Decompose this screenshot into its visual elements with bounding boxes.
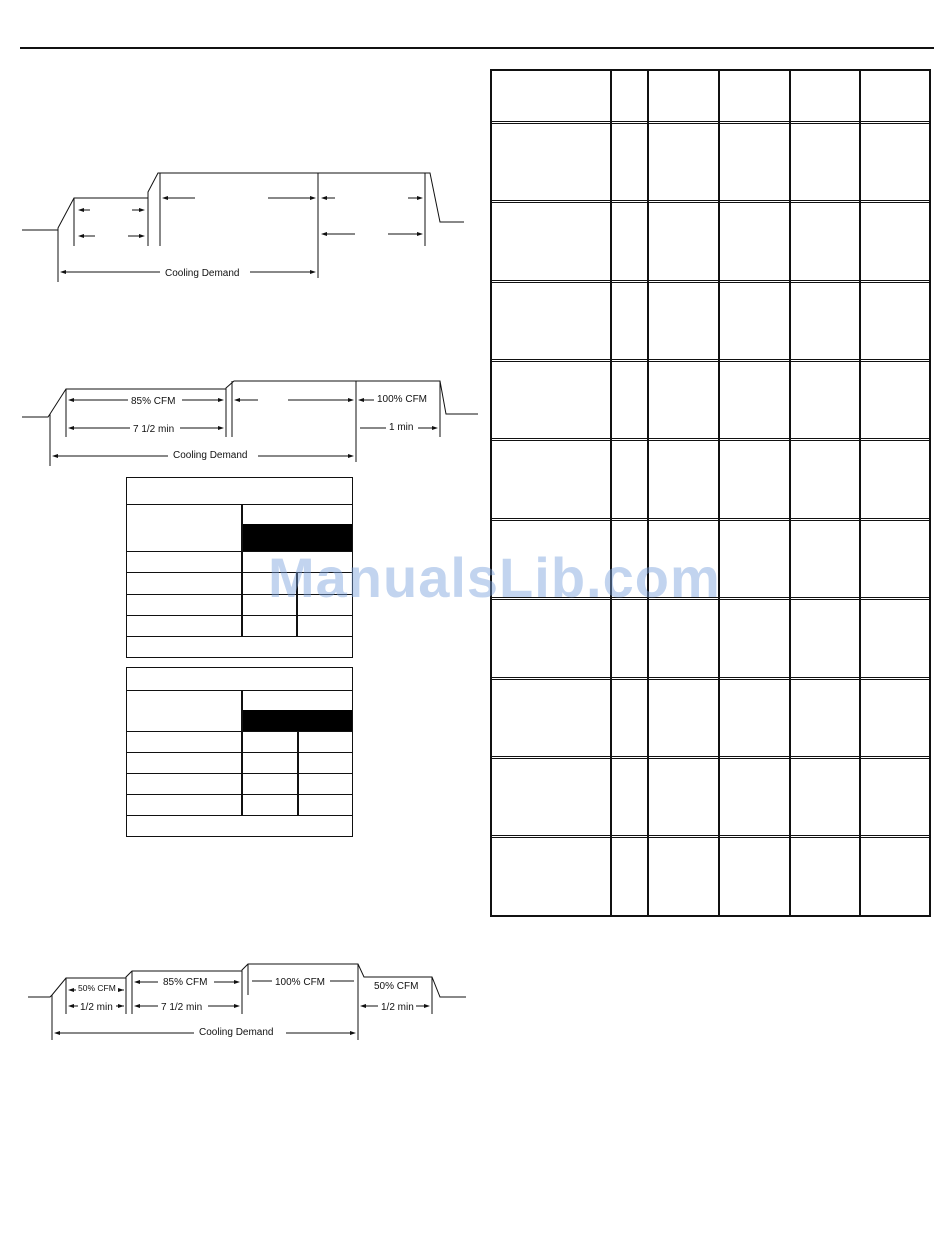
diagram2-cfm85-label: 85% CFM xyxy=(131,396,176,407)
diagram3-cfm100-label: 100% CFM xyxy=(275,977,326,988)
diagram3-time2-label: 7 1/2 min xyxy=(161,1002,203,1013)
diagram3-cfm50-label: 50% CFM xyxy=(78,983,116,993)
diagram2-cooling-label: Cooling Demand xyxy=(173,450,248,461)
data-grid-table xyxy=(490,69,931,917)
diagram3-time3-label: 1/2 min xyxy=(381,1002,414,1013)
watermark-text: ManualsLib.com xyxy=(268,546,721,609)
diagram3-time1-label: 1/2 min xyxy=(80,1002,113,1013)
diagram2-time1-label: 7 1/2 min xyxy=(133,424,175,435)
diagram2-cfm100-label: 100% CFM xyxy=(377,394,428,405)
diagram3-cooling-label: Cooling Demand xyxy=(199,1027,274,1038)
diagram2-time2-label: 1 min xyxy=(389,422,414,433)
diagram1-cooling-label: Cooling Demand xyxy=(165,268,240,279)
diagram3-cfm50b-label: 50% CFM xyxy=(374,981,419,992)
diagram3-cfm85-label: 85% CFM xyxy=(163,977,208,988)
